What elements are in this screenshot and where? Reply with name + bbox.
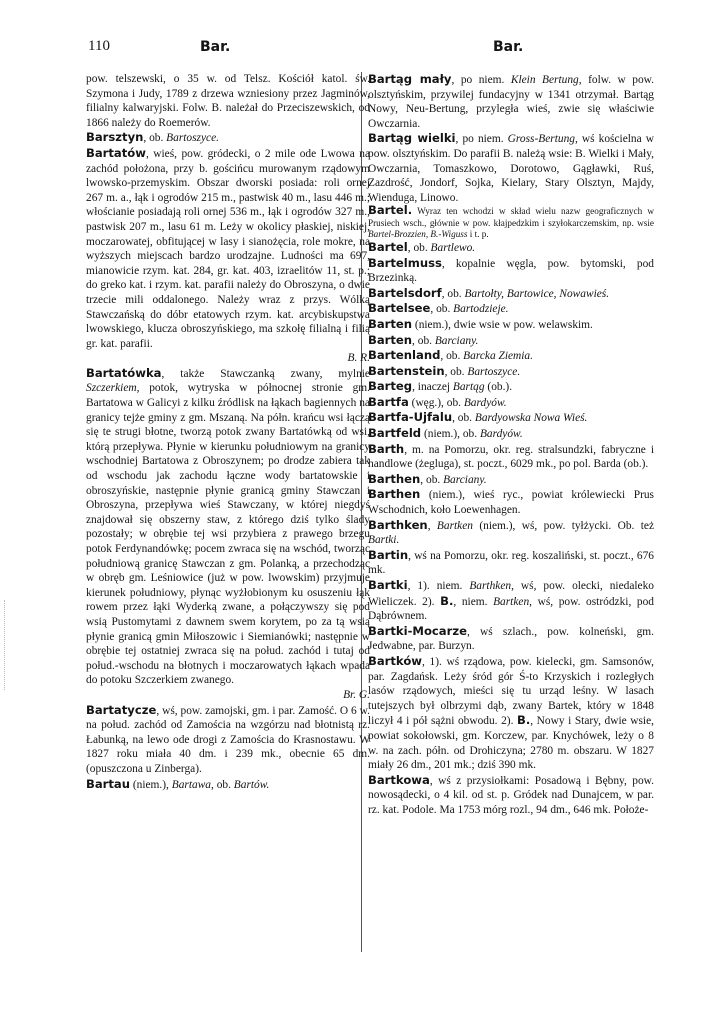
cross-reference: Bartodzieje. [453, 303, 509, 316]
cross-reference: Gross-Bertung [507, 133, 575, 146]
entry-barten-1 [368, 317, 654, 333]
entry-text: , ob. [441, 287, 465, 300]
headword: B. [517, 713, 531, 728]
entry-text: , inaczej [412, 381, 453, 394]
headword: Bartelsee [368, 301, 431, 316]
entry-bartin [368, 548, 654, 578]
entry-bartel [368, 240, 654, 256]
headword: Barthken [368, 517, 428, 532]
cross-reference: Bartoszyce. [467, 365, 521, 378]
entry-text: , niem. [453, 595, 494, 608]
entry-text: , wś szlach., pow. kolneński, gm. Jedwabne, par. Burzyn. [368, 625, 654, 653]
headword: Bartąg wielki [368, 131, 456, 146]
entry-text: , folw. w pow. olsztyńskim, przywilej fundacyjny w 1341 otrzymał. Bartąg Nowy, Neu-Bertung, przyległa wieś, zwie się właściwie Owczarnia. [368, 74, 655, 130]
cross-reference: Bartel-Brozzien, B.-Wiguss [368, 228, 468, 239]
headword: Bartenland [368, 348, 441, 363]
cross-reference: Barciany. [443, 473, 487, 486]
entry-barthen-1 [368, 472, 654, 488]
entry-text: , kopalnie węgla, pow. bytomski, pod Brzezinką. [368, 257, 654, 285]
headword: Bartatów [86, 145, 146, 160]
entry-bartau [86, 777, 370, 793]
cross-reference: Bartów. [233, 778, 270, 791]
headword: Barth [368, 441, 405, 456]
headword: Bartków [368, 653, 422, 668]
headword: Bartin [368, 547, 409, 562]
entry-text: (niem.), dwie wsie w pow. welawskim. [412, 318, 593, 331]
entry-text: i t. p. [467, 228, 489, 239]
cross-reference: Klein Bertung [510, 74, 579, 86]
entry-text: , 1). wś rządowa, pow. kielecki, gm. Samsonów, par. Zagdańsk. Leży śród gór Ś-to Krzyskich i rozległych lasów rządowych, mieści się tu urząd leśny. W lasach tutejszych był olbrzymi dąb, zwany Bartek, który w 1848 liczył 4 i pół sążni obwodu. 2). [368, 655, 654, 728]
entry-text: (węg.), ob. [408, 396, 464, 409]
cross-reference: Bartken [436, 519, 473, 532]
entry-barten-2 [368, 333, 654, 349]
headword: Bartki [368, 578, 408, 593]
headword: Bartkowa [368, 772, 430, 787]
entry-bartelsdorf [368, 286, 654, 302]
entry-bartfa-ujfalu [368, 410, 654, 426]
author-signature: B. R. [347, 352, 370, 365]
entry-text: , wś na Pomorzu, okr. reg. koszaliński, st. poczt., 676 mk. [368, 549, 654, 577]
entry-text: , po niem. [451, 74, 511, 86]
entry-bartki-mocarze [368, 624, 654, 654]
headword: Bartenstein [368, 363, 445, 378]
cross-reference: Barcka Ziemia. [463, 350, 533, 363]
entry-text: , ob. [412, 334, 435, 347]
entry-text: , 1). niem. [407, 580, 470, 593]
entry-barteg [368, 379, 654, 395]
entry-text: , ob. [440, 350, 464, 363]
entry-text: Wyraz ten wchodzi w skład wielu nazw geograficznych w Prusiech wsch., głównie w pow. kłajpedzkim i szyłokarczemskim, np. wsie [368, 206, 654, 228]
entry-barth [368, 442, 654, 472]
entry-barsztyn [86, 130, 370, 146]
cross-reference: Bartołty, Bartowice, Nowawieś. [464, 287, 610, 300]
entry-text: , ob. [444, 365, 468, 378]
margin-mark [4, 600, 6, 690]
headword: Bartfa-Ujfalu [368, 410, 453, 425]
cross-reference: Bardyów. [463, 396, 507, 409]
running-head-left: Bar. [200, 39, 231, 55]
entry-text: , ob. [211, 778, 234, 791]
headword: Bartatówka [86, 365, 162, 380]
entry-bartenland [368, 348, 654, 364]
entry-bartatowka [86, 366, 370, 703]
headword: Bartel. [368, 203, 413, 218]
entry-text: , m. na Pomorzu, okr. reg. stralsundzki, fabryczne i handlowe (żegluga), st. poczt., 6029 mk., po pol. Barda (ob.). [368, 443, 654, 471]
entry-text: (niem.), wieś ryc., powiat królewiecki Prus Wschodnich, koło Loewenhagen. [368, 489, 654, 517]
entry-text: , wś kościelna w pow. olsztyńskim. Do parafii B. należą wsie: B. Wielki i Mały, Owczarnia, Tomaszkowo, Dorotowo, Gągławki, Ruś, Zazdrość, Jondorf, Sojka, Kielary, Stary Olsztyn, Majdy, Wienduga, Linowo. [368, 133, 654, 204]
entry-bartatow [86, 146, 370, 366]
headword: Bartfa [368, 394, 409, 409]
cross-reference: Szczerkiem [86, 382, 137, 395]
right-column [368, 72, 654, 818]
entry-bartkowa [368, 773, 654, 818]
entry-text: , wś, pow. ostródzki, pod Dąbrównem. [368, 595, 654, 623]
cross-reference: Bartlewo. [430, 241, 476, 254]
entry-text: , ob. [407, 241, 431, 254]
headword: Bartelsdorf [368, 285, 442, 300]
entry-barthen-2 [368, 487, 654, 517]
entry-text: , ob. [420, 473, 444, 486]
headword: Barthen [368, 471, 421, 486]
page-number: 110 [88, 38, 110, 54]
headword: Barteg [368, 379, 413, 394]
cross-reference: Barciany. [434, 334, 479, 347]
headword: Barsztyn [86, 130, 144, 145]
entry-text: , potok, wytryska w północnej stronie gm. Bartatowa w Galicyi z kilku źródlisk na łąkach bagiennych na granicy tejże gminy z gm. Mszaną. Na półn. krańcu wsi łączą się te strugi błotne, tworzą potok zwany Bartatówką od wsi, którą przepływa. Płynie w kierunku południowym na granicy wschodniej Bartatowa z Obroszynem; po drodze zabiera tak od wschodu jak zachodu łączne wody bartatowskie i obroszyńskie, następnie płynie granicą gminy Stawczan i Obroszyna, przepływa wieś Stawczany, w której niegdyś znajdował się obszerny staw, z którego dziś tylko ślady pozostały; w obrębie tej wsi przybiera z prawego brzegu potok Ferdynandówkę; pocem zwraca się na wschód, tworząc południową granicę Stawczan z gm. Polanką, a przechodząc w obręb gm. Leśniowice (już w pow. lwowskim) przyjmuje kierunek południowy, płynąc wyżłobionym ku osuszeniu łąk rowem przez łąki Wyderką zwane, a połączywszy się pod wsią Pustomytami z dawnem swem korytem, po za tą wsią płynie granicą gmin Miłoszowic i Siemianówki; następnie w obrębie tej ostatniej zwraca się na połud. zachód i tutaj od połud.-wschodu na błotnych i moczarowatych łąkach wpada do potoku Szczerkiem zwanego. [86, 382, 370, 687]
headword: Barten [368, 316, 413, 331]
cross-reference: Bartoszyce. [166, 132, 219, 145]
entry-text: , Nowy i Stary, dwie wsie, powiat sokołowski, gm. Korczew, par. Knychówek, leży o 8 w. na zach. półn. od Drohiczyna; 2780 m. obszaru. W 1827 miały 26 dm., 201 mk.; dziś 390 mk. [368, 715, 654, 772]
entry-text: , wś, pow. zamojski, gm. i par. Zamość. O 6 w. na połud. zachód od Zamościa na wzgórzu nad błotnistą rz. Łabunką, na lewo ode drogi z Zamościa do Krasnostawu. W 1827 roku miała 40 dm. i 239 mk., obecnie 65 dm. (opuszczona u Zinberga). [86, 704, 370, 775]
entry-bartatycze [86, 703, 370, 777]
entry-text: , wś, pow. olecki, niedaleko Wieliczek. 2). [368, 580, 654, 608]
entry-bartelmuss [368, 256, 654, 286]
cross-reference: Bartawa [171, 778, 212, 791]
headword: Barten [368, 332, 413, 347]
cross-reference: Bartąg [452, 381, 485, 394]
entry-text: , także Stawczanką zwany, mylnie [161, 367, 370, 380]
entry-bartel-note [368, 205, 654, 240]
running-head-right: Bar. [493, 39, 524, 55]
cross-reference: Bartki. [368, 534, 400, 547]
entry-bartfeld [368, 426, 654, 442]
headword: B. [440, 593, 454, 608]
entry-text: , [427, 519, 437, 532]
entry-text: , ob. [430, 303, 454, 316]
entry-text: (niem.), ob. [421, 428, 480, 441]
entry-text: , wś z przysiołkami: Posadową i Bębny, pow. nowosądecki, o 4 kil. od st. p. Gródek nad Dunajcem, w par. rz. kat. Podole. Ma 1753 mórg rozl., 94 dm., 646 mk. Położe- [368, 774, 654, 816]
entry-text: , ob. [452, 412, 475, 425]
entry-bartfa [368, 395, 654, 411]
headword: Bartelmuss [368, 255, 442, 270]
cross-reference: Bardyów. [479, 428, 523, 441]
headword: Bartel [368, 239, 408, 254]
entry-continuation [86, 72, 370, 130]
cross-reference: Bardyowska Nowa Wieś. [474, 412, 588, 425]
cross-reference: Bartken [493, 595, 530, 608]
entry-bartkow [368, 654, 654, 773]
entry-text: (niem.), wś, pow. tyłżycki. Ob. też [472, 519, 654, 532]
entry-text: pow. telszewski, o 35 w. od Telsz. Kościół katol. św. Szymona i Judy, 1789 z drzewa wzniesiony przez Jagminów, filialny kalwaryjski. Folw. B. należał do Przeciszewskich, od 1866 należy do Roemerów. [86, 73, 370, 129]
entry-bartag-wielki [368, 131, 654, 205]
left-column [86, 72, 370, 792]
entry-text: , wieś, pow. gródecki, o 2 mile ode Lwowa na zachód położona, przy b. gościńcu murowanym rządowym lwowsko-przemyskim. Obszar dworski posiada: roli ornej 267 m. a., łąk i ogrodów 215 m., pastwisk 40 m., lasu 446 m.; włościanie posiadają roli ornej 536 m., łąk i ogrodów 327 m., pastwisk 207 m., lasu 61 m. Leży w okolicy płaskiej, niskiej, moczarowatej, obfitującej w lasy i sianożęcia, role mokre, na wyższych miejscach bardzo urodzajne. Ludności ma 697, mianowicie rzym. kat. 284, gr. kat. 403, izraelitów 11, st. p.; do greko kat. i rzym. kat. parafii należy do Obroszyna, o dwie trzecie mili oddalonego. Należy wraz z przys. Wólką Stawczańską do dóbr etatowych rzym. kat. arcybiskupstwa lwowskiego, klucza obroszyńskiego, ma szkołę filialną i filią gr. kat. parafii. [86, 147, 370, 350]
entry-bartag-maly [368, 72, 654, 131]
author-signature: Br. G. [343, 688, 370, 701]
page-header [88, 38, 696, 60]
entry-bartelsee [368, 301, 654, 317]
entry-text: , ob. [143, 132, 167, 145]
headword: Bartau [86, 776, 130, 791]
entry-bartki [368, 578, 654, 624]
entry-text: (niem.), [130, 778, 172, 791]
entry-barthken [368, 518, 654, 548]
headword: Bartatycze [86, 702, 157, 717]
headword: Bartfeld [368, 426, 422, 441]
headword: Barthen [368, 487, 421, 502]
entry-bartenstein [368, 364, 654, 380]
headword: Bartki-Mocarze [368, 623, 467, 638]
entry-text: , po niem. [455, 133, 508, 146]
entry-text: (ob.). [484, 381, 513, 394]
cross-reference: Barthken [469, 580, 512, 593]
headword: Bartąg mały [368, 72, 452, 86]
